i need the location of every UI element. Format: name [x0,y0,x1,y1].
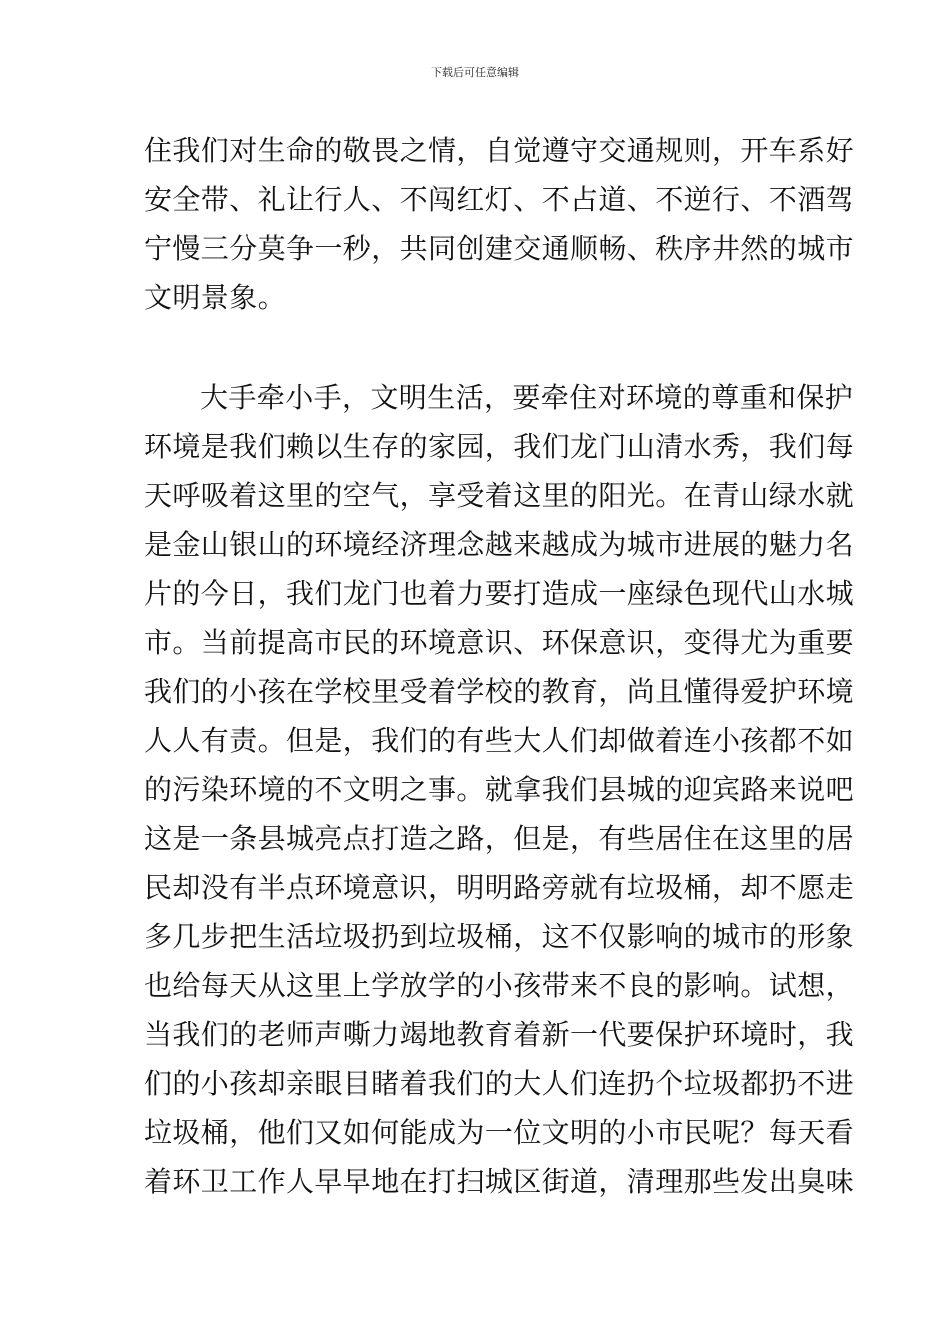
paragraph-1 [144,126,855,322]
paragraph-line: 市。当前提高市民的环境意识、环保意识，变得尤为重要 [144,626,855,659]
page-header: 下载后可任意编辑 [431,66,519,79]
paragraph-line: 安全带、礼让行人、不闯红灯、不占道、不逆行、不酒驾 [144,183,855,216]
paragraph-line: 们的小孩却亲眼目睹着我们的大人们连扔个垃圾都扔不进 [144,1067,855,1100]
paragraph-line: 也给每天从这里上学放学的小孩带来不良的影响。试想， [144,969,855,1002]
paragraph-line: 大手牵小手，文明生活，要牵住对环境的尊重和保护 [200,381,854,414]
paragraph-line: 文明景象。 [144,281,287,314]
paragraph-line: 天呼吸着这里的空气，享受着这里的阳光。在青山绿水就 [144,479,855,512]
paragraph-line: 这是一条县城亮点打造之路，但是，有些居住在这里的居 [144,822,855,855]
paragraph-line: 民却没有半点环境意识，明明路旁就有垃圾桶，却不愿走 [144,871,855,904]
paragraph-line: 片的今日，我们龙门也着力要打造成一座绿色现代山水城 [144,577,855,610]
paragraph-line: 着环卫工作人早早地在打扫城区街道，清理那些发出臭味 [144,1165,855,1198]
paragraph-line: 是金山银山的环境经济理念越来越成为城市进展的魅力名 [144,528,855,561]
paragraph-line: 多几步把生活垃圾扔到垃圾桶，这不仅影响的城市的形象 [144,920,855,953]
paragraph-line: 的污染环境的不文明之事。就拿我们县城的迎宾路来说吧 [144,773,855,806]
paragraph-2 [144,373,855,1206]
paragraph-line: 住我们对生命的敬畏之情，自觉遵守交通规则，开车系好 [144,134,855,167]
paragraph-line: 我们的小孩在学校里受着学校的教育，尚且懂得爱护环境 [144,675,855,708]
paragraph-line: 当我们的老师声嘶力竭地教育着新一代要保护环境时，我 [144,1018,855,1051]
paragraph-line: 宁慢三分莫争一秒，共同创建交通顺畅、秩序井然的城市 [144,232,855,265]
paragraph-line: 垃圾桶，他们又如何能成为一位文明的小市民呢？每天看 [144,1116,855,1149]
paragraph-line: 人人有责。但是，我们的有些大人们却做着连小孩都不如 [144,724,855,757]
paragraph-line: 环境是我们赖以生存的家园，我们龙门山清水秀，我们每 [144,430,855,463]
